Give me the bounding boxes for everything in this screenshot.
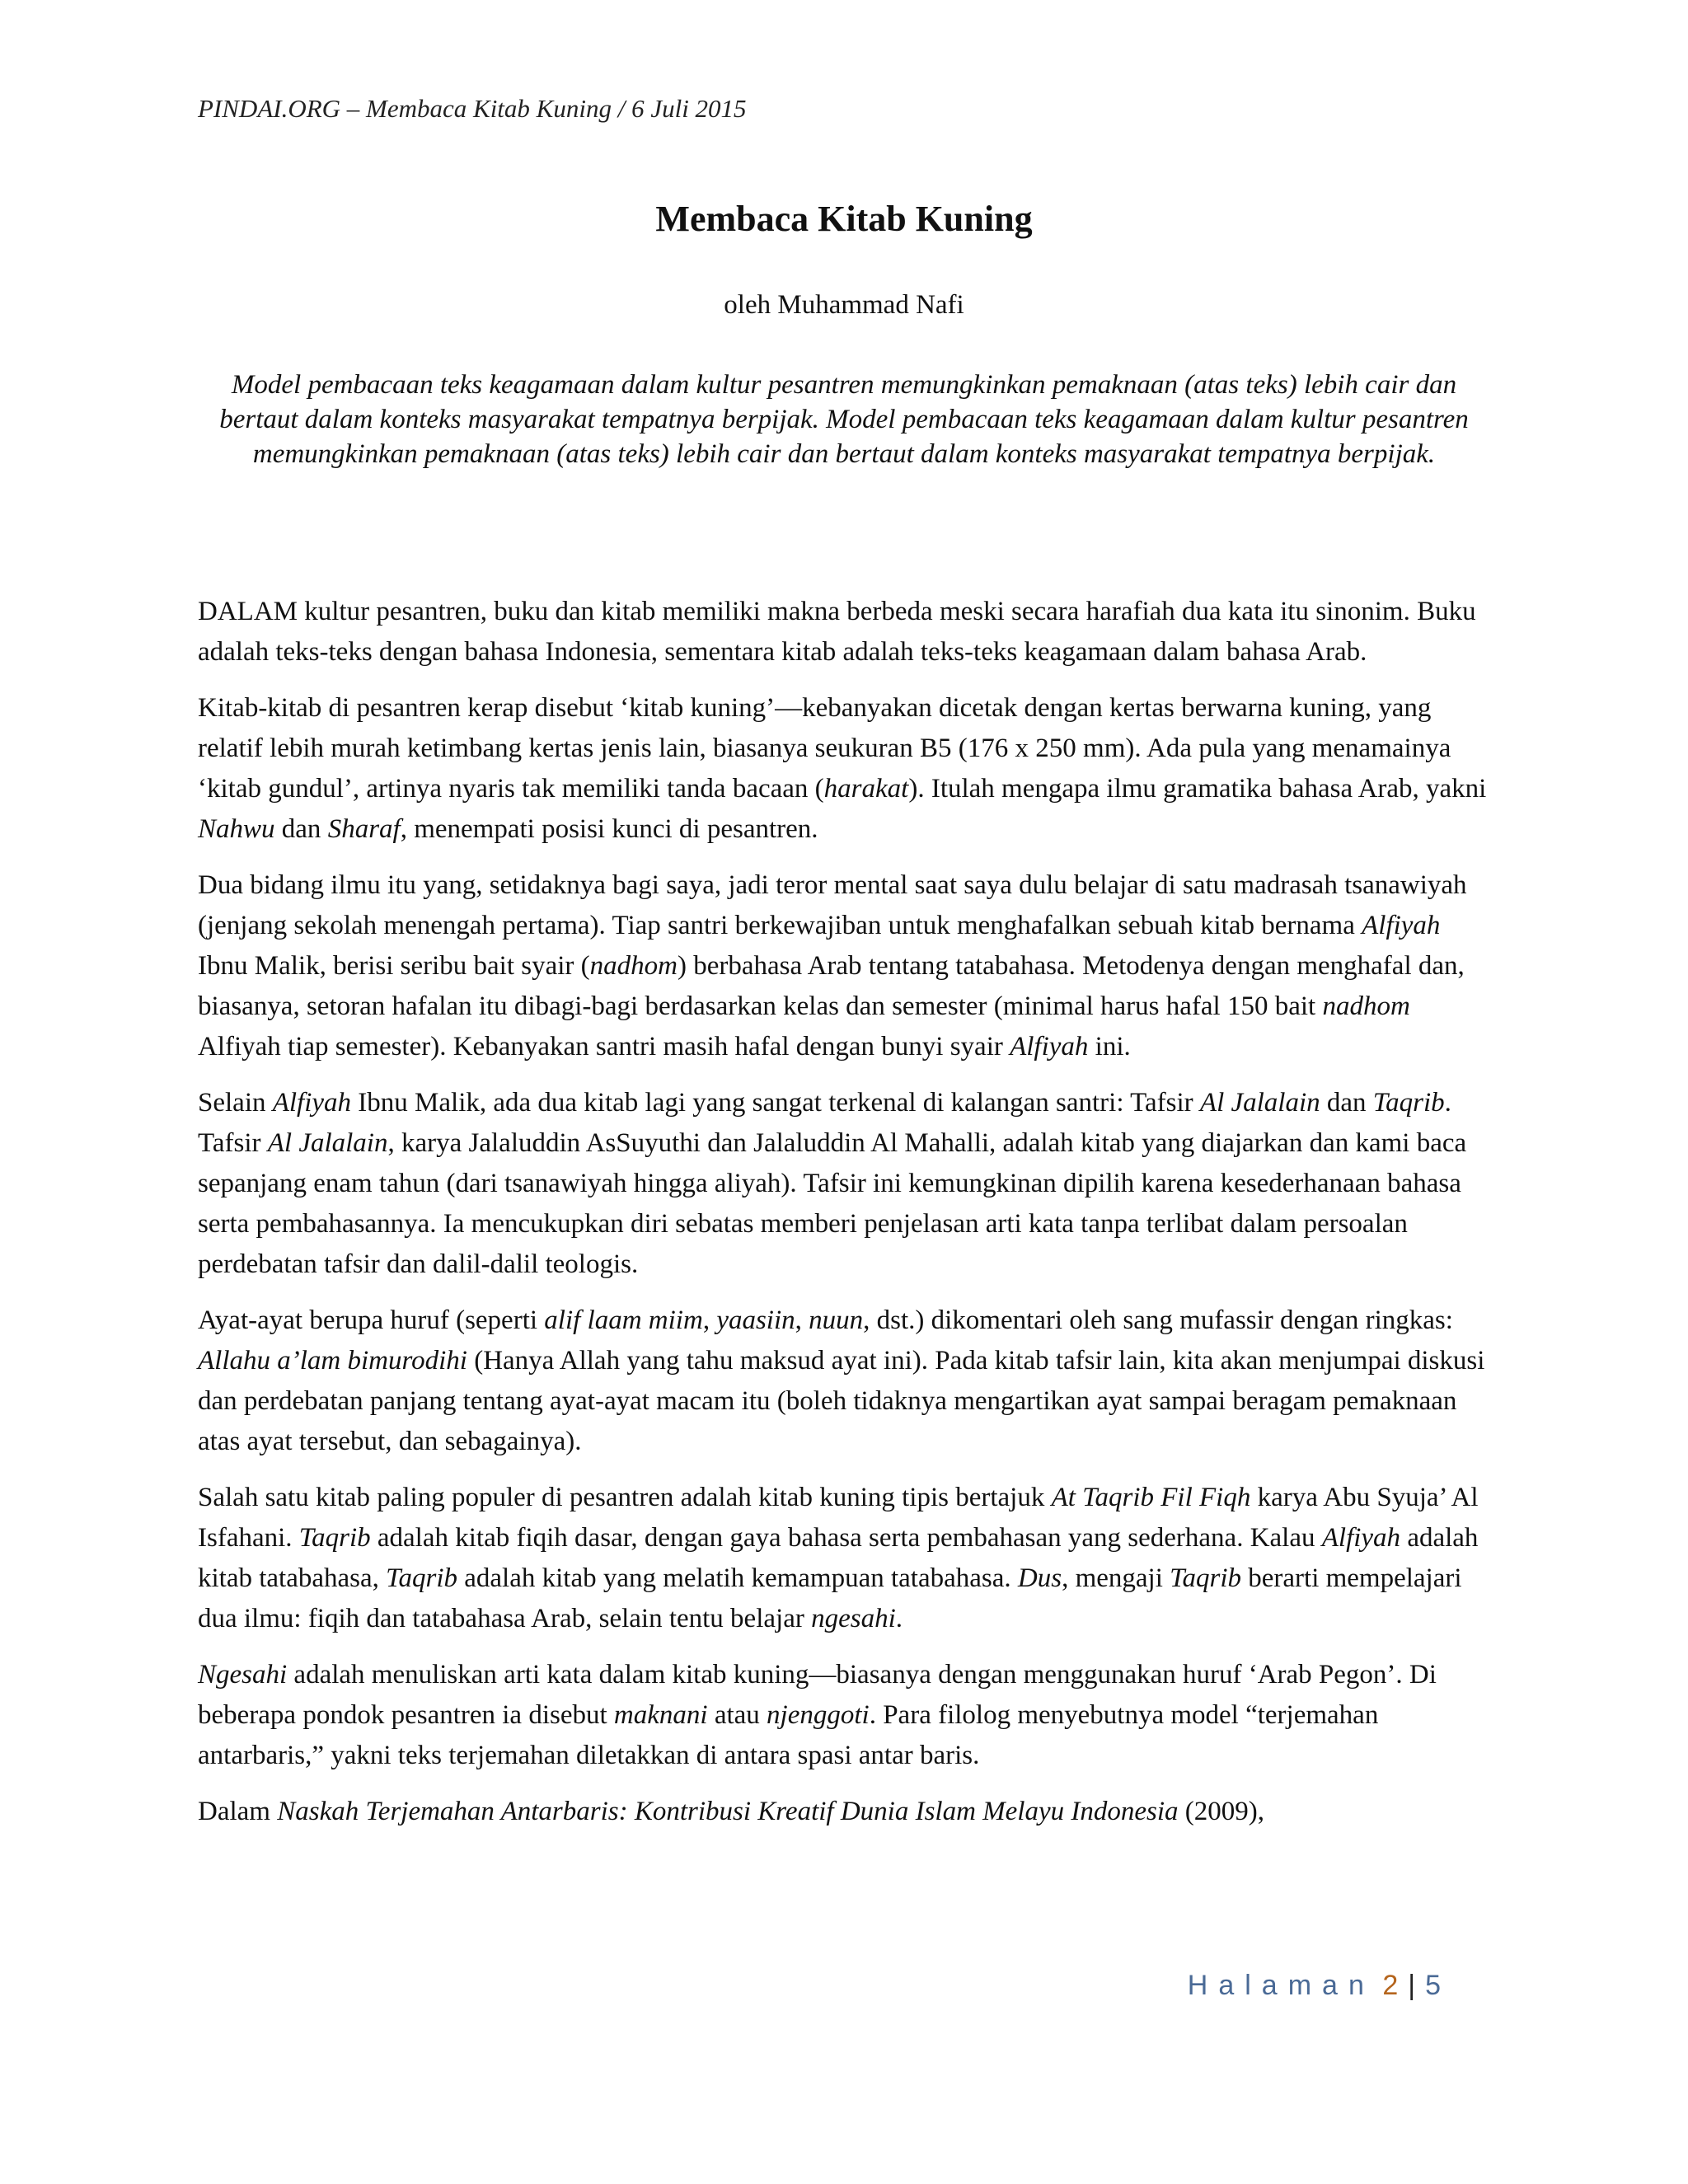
paragraph-8 (198, 1792, 1490, 1832)
page-number-footer (1188, 1970, 1441, 2002)
page-title: Membaca Kitab Kuning (655, 199, 1033, 239)
paragraph-text: Ibnu Malik, ada dua kitab lagi yang sangat terkenal di kalangan santri: Tafsir (351, 1088, 1200, 1118)
italic-term: nuun (809, 1305, 864, 1335)
running-header: PINDAI.ORG – Membaca Kitab Kuning / 6 Juli 2015 (198, 94, 747, 123)
paragraph-text: adalah kitab tatabahasa, (198, 1523, 1479, 1593)
paragraph-text: Selain (198, 1088, 273, 1118)
article-abstract: Model pembacaan teks keagamaan dalam kultur pesantren memungkinkan pemaknaan (atas teks) lebih cair dan bertaut dalam konteks masyarakat tempatnya berpijak. Model pembacaan teks keagamaan dalam kultur pesantren memungkinkan pemaknaan (atas teks) lebih cair dan bertaut dalam konteks masyarakat tempatnya berpijak. (219, 370, 1469, 469)
paragraph-text: karya Abu Syuja’ Al Isfahani. (198, 1483, 1479, 1553)
paragraph-text: adalah kitab fiqih dasar, dengan gaya bahasa serta pembahasan yang sederhana. Kalau (370, 1523, 1322, 1553)
paragraph-text: , karya Jalaluddin AsSuyuthi dan Jalaluddin Al Mahalli, adalah kitab yang diajarkan dan kami baca sepanjang enam tahun (dari tsanawiyah hingga aliyah). Tafsir ini kemungkinan dipilih karena kesederhanaan bahasa serta pembahasannya. Ia mencukupkan diri sebatas memberi penjelasan arti kata tanpa terlibat dalam persoalan perdebatan tafsir dan dalil-dalil teologis. (198, 1128, 1467, 1279)
paragraph-text: atau (707, 1700, 767, 1730)
paragraph-7 (198, 1655, 1490, 1776)
paragraph-text: , (702, 1305, 717, 1335)
italic-term: Al Jalalain (1199, 1088, 1320, 1118)
italic-term: Taqrib (298, 1523, 371, 1553)
paragraph-text: dan (274, 814, 328, 844)
paragraph-text: Dua bidang ilmu itu yang, setidaknya bagi saya, jadi teror mental saat saya dulu belajar di satu madrasah tsanawiyah (jenjang sekolah menengah pertama). Tiap santri berkewajiban untuk menghafalkan sebuah kitab bernama (198, 870, 1467, 940)
page-separator: | (1408, 1970, 1416, 2001)
paragraph-text: ini. (1088, 1032, 1131, 1062)
paragraph-5 (198, 1301, 1490, 1462)
italic-term: Naskah Terjemahan Antarbaris: Kontribusi Kreatif Dunia Islam Melayu Indonesia (277, 1797, 1179, 1826)
paragraph-text: , dst.) dikomentari oleh sang mufassir dengan ringkas: (863, 1305, 1453, 1335)
italic-term: nadhom (1322, 991, 1410, 1021)
total-pages: 5 (1425, 1970, 1441, 2001)
paragraph-text: , menempati posisi kunci di pesantren. (400, 814, 818, 844)
paragraph-text: . Para filolog menyebutnya model “terjemahan antarbaris,” yakni teks terjemahan diletakkan di antara spasi antar baris. (198, 1700, 1379, 1770)
italic-term: yaasiin (716, 1305, 795, 1335)
paragraph-text: dan (1320, 1088, 1373, 1118)
italic-term: Ngesahi (198, 1660, 288, 1690)
paragraph-text: Kitab-kitab di pesantren kerap disebut ‘kitab kuning’—kebanyakan dicetak dengan kertas berwarna kuning, yang relatif lebih murah ketimbang kertas jenis lain, biasanya seukuran B5 (176 x 250 mm). Ada pula yang menamainya ‘kitab gundul’, artinya nyaris tak memiliki tanda bacaan ( (198, 693, 1451, 804)
italic-term: Al Jalalain (267, 1128, 388, 1158)
article-body (198, 592, 1490, 1848)
paragraph-text: ) berbahasa Arab tentang tatabahasa. Metodenya dengan menghafal dan, biasanya, setoran hafalan itu dibagi-bagi berdasarkan kelas dan semester (minimal harus hafal 150 bait (198, 951, 1465, 1021)
italic-term: At Taqrib Fil Fiqh (1051, 1483, 1251, 1512)
paragraph-text: , (795, 1305, 809, 1335)
italic-term: Nahwu (198, 814, 275, 844)
paragraph-4 (198, 1083, 1490, 1285)
paragraph-text: (Hanya Allah yang tahu maksud ayat ini). Pada kitab tafsir lain, kita akan menjumpai diskusi dan perdebatan panjang tentang ayat-ayat macam itu (boleh tidaknya mengartikan ayat sampai beragam pemaknaan atas ayat tersebut, dan sebagainya). (198, 1346, 1485, 1456)
paragraph-2 (198, 688, 1490, 850)
italic-term: maknani (613, 1700, 708, 1730)
paragraph-text: (2009), (1178, 1797, 1264, 1826)
paragraph-text: DALAM kultur pesantren, buku dan kitab memiliki makna berbeda meski secara harafiah dua kata itu sinonim. Buku adalah teks-teks dengan bahasa Indonesia, sementara kitab adalah teks-teks keagamaan dalam bahasa Arab. (198, 597, 1476, 667)
italic-term: ngesahi (811, 1604, 896, 1633)
paragraph-1 (198, 592, 1490, 673)
italic-term: Alfiyah (1010, 1032, 1089, 1062)
italic-term: Alfiyah (272, 1088, 352, 1118)
author-byline: oleh Muhammad Nafi (724, 290, 964, 320)
paragraph-text: , mengaji (1062, 1563, 1170, 1593)
paragraph-text: Dalam (198, 1797, 278, 1826)
paragraph-text: Alfiyah tiap semester). Kebanyakan santri masih hafal dengan bunyi syair (198, 1032, 1010, 1062)
italic-term: alif laam miim (544, 1305, 703, 1335)
paragraph-6 (198, 1478, 1490, 1639)
paragraph-3 (198, 865, 1490, 1067)
italic-term: Dus (1017, 1563, 1062, 1593)
page-label: Halaman (1187, 1970, 1375, 2001)
paragraph-text: ). Itulah mengapa ilmu gramatika bahasa Arab, yakni (908, 774, 1487, 804)
italic-term: Allahu a’lam bimurodihi (198, 1346, 467, 1376)
current-page-number: 2 (1382, 1970, 1399, 2001)
italic-term: nadhom (589, 951, 678, 981)
paragraph-text: Ayat-ayat berupa huruf (seperti (198, 1305, 545, 1335)
italic-term: Alfiyah (1362, 911, 1441, 940)
italic-term: njenggoti (767, 1700, 870, 1730)
italic-term: Sharaf (327, 814, 401, 844)
paragraph-text: berarti mempelajari dua ilmu: fiqih dan tatabahasa Arab, selain tentu belajar (198, 1563, 1462, 1633)
italic-term: Taqrib (1170, 1563, 1241, 1593)
paragraph-text: adalah menuliskan arti kata dalam kitab kuning—biasanya dengan menggunakan huruf ‘Arab Pegon’. Di beberapa pondok pesantren ia disebut (198, 1660, 1437, 1730)
paragraph-text: . (895, 1604, 903, 1633)
italic-term: harakat (823, 774, 909, 804)
paragraph-text: . Tafsir (198, 1088, 1451, 1158)
paragraph-text: Ibnu Malik, berisi seribu bait syair ( (198, 951, 590, 981)
paragraph-text: Salah satu kitab paling populer di pesantren adalah kitab kuning tipis bertajuk (198, 1483, 1052, 1512)
italic-term: Taqrib (1372, 1088, 1445, 1118)
italic-term: Alfiyah (1321, 1523, 1401, 1553)
italic-term: Taqrib (386, 1563, 457, 1593)
paragraph-text: adalah kitab yang melatih kemampuan tatabahasa. (457, 1563, 1018, 1593)
